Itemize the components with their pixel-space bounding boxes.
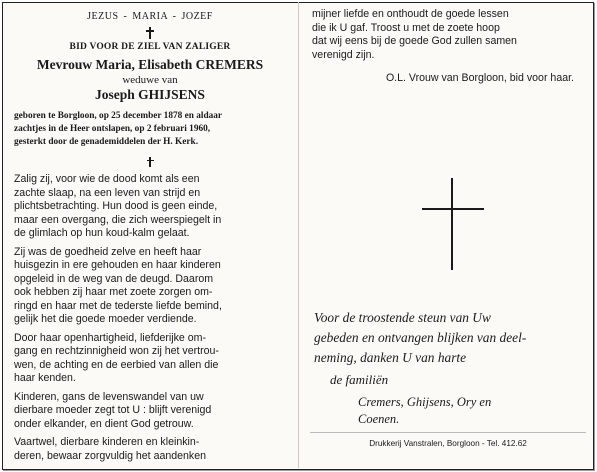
card-fold-line <box>298 2 299 468</box>
text-line: maar een overgang, die zich weerspiegelt in <box>14 213 222 226</box>
paragraph-kinderen <box>12 391 288 432</box>
family-names-line: Cremers, Ghijsens, Ory en <box>358 395 492 409</box>
text-line: Door haar openhartigheid, liefderijke om- <box>14 331 206 344</box>
birth-line: geboren te Borgloon, op 25 december 1878 en aldaar <box>14 111 223 121</box>
text-line: gelijk het die goede moeder verdiende. <box>14 313 197 325</box>
paragraph-continuation <box>310 8 586 62</box>
husband-name: Joseph GHIJSENS <box>95 87 205 102</box>
text-line: die ik U gaf. Troost u met de zoete hoop <box>312 21 500 34</box>
text-line: dierbare moeder zegt tot U : blijft verenigd <box>14 404 212 416</box>
paragraph-openhartigheid <box>12 332 288 386</box>
family-names <box>358 394 586 428</box>
birth-line: zachtjes in de Heer ontslapen, op 2 februari 1960, <box>14 124 211 134</box>
text-line: huisgezin in ere gehouden en haar kinderen <box>14 259 221 271</box>
text-line: wen, de achting en de eerbied van allen die <box>14 358 219 371</box>
text-line: de glimlach op hun koud-kalm gelaat. <box>14 227 190 239</box>
text-line: onder elkander, en dient God getrouw. <box>14 417 194 430</box>
widow-of-label: weduwe van <box>122 74 178 86</box>
large-cross-icon <box>422 178 484 270</box>
paragraph-goedheid <box>12 246 288 327</box>
paragraph-vaartwel <box>12 436 288 463</box>
deceased-name: Mevrouw Maria, Elisabeth CREMERS <box>36 57 264 72</box>
thanks-line: neming, danken U van harte <box>314 350 467 365</box>
paragraph-zalig <box>12 173 288 241</box>
family-names-line: Coenen. <box>358 412 400 426</box>
text-line: haar kenden. <box>14 372 76 384</box>
right-panel <box>310 8 586 448</box>
thanks-line: Voor de troostende steun van Uw <box>314 310 491 325</box>
thanks-text <box>314 308 584 368</box>
thanks-line: gebeden en ontvangen blijken van deel- <box>314 330 527 345</box>
text-line: zachte slaap, na een leven van strijd en <box>14 186 201 199</box>
small-cross-icon <box>146 27 154 39</box>
text-line: opgeleid in de weg van de deugd. Daarom <box>14 272 214 285</box>
text-line: Zalig zij, voor wie de dood komt als een <box>14 173 200 185</box>
text-line: deren, bewaar zorgvuldig het aandenken <box>14 449 207 462</box>
prayer-line: O.L. Vrouw van Borgloon, bid voor haar. <box>385 72 574 84</box>
birth-line: gesterkt door de genademiddelen der H. Kerk. <box>14 137 199 147</box>
text-line: Vaartwel, dierbare kinderen en kleinkin- <box>14 436 200 448</box>
text-line: Kinderen, gans de levenswandel van uw <box>14 390 204 403</box>
text-line: dat wij eens bij de goede God zullen samen <box>312 35 517 47</box>
text-line: mijner liefde en onthoudt de goede lessen <box>312 8 509 20</box>
text-line: Zij was de goedheid zelve en heeft haar <box>14 245 202 258</box>
text-line: plichtsbetrachting. Hun dood is geen einde, <box>14 200 218 212</box>
printer-divider <box>310 432 586 433</box>
printer-credit: Drukkerij Vanstralen, Borgloon - Tel. 412.62 <box>369 439 527 448</box>
families-label: de familiën <box>330 372 389 387</box>
text-line: gang en rechtzinnigheid won zij het vertrou- <box>14 345 219 357</box>
text-line: ringd en haar met de tederste liefde bemind, <box>14 299 222 312</box>
text-line: ook hebben zij haar met zoete zorgen om- <box>14 286 213 298</box>
birth-death-info <box>12 110 288 149</box>
header-jezus-maria-jozef: JEZUS - MARIA - JOZEF <box>87 11 213 22</box>
left-panel <box>12 8 288 468</box>
bid-line: BID VOOR DE ZIEL VAN ZALIGER <box>69 42 231 52</box>
text-line: verenigd zijn. <box>312 48 375 61</box>
divider-cross-icon <box>147 157 154 167</box>
